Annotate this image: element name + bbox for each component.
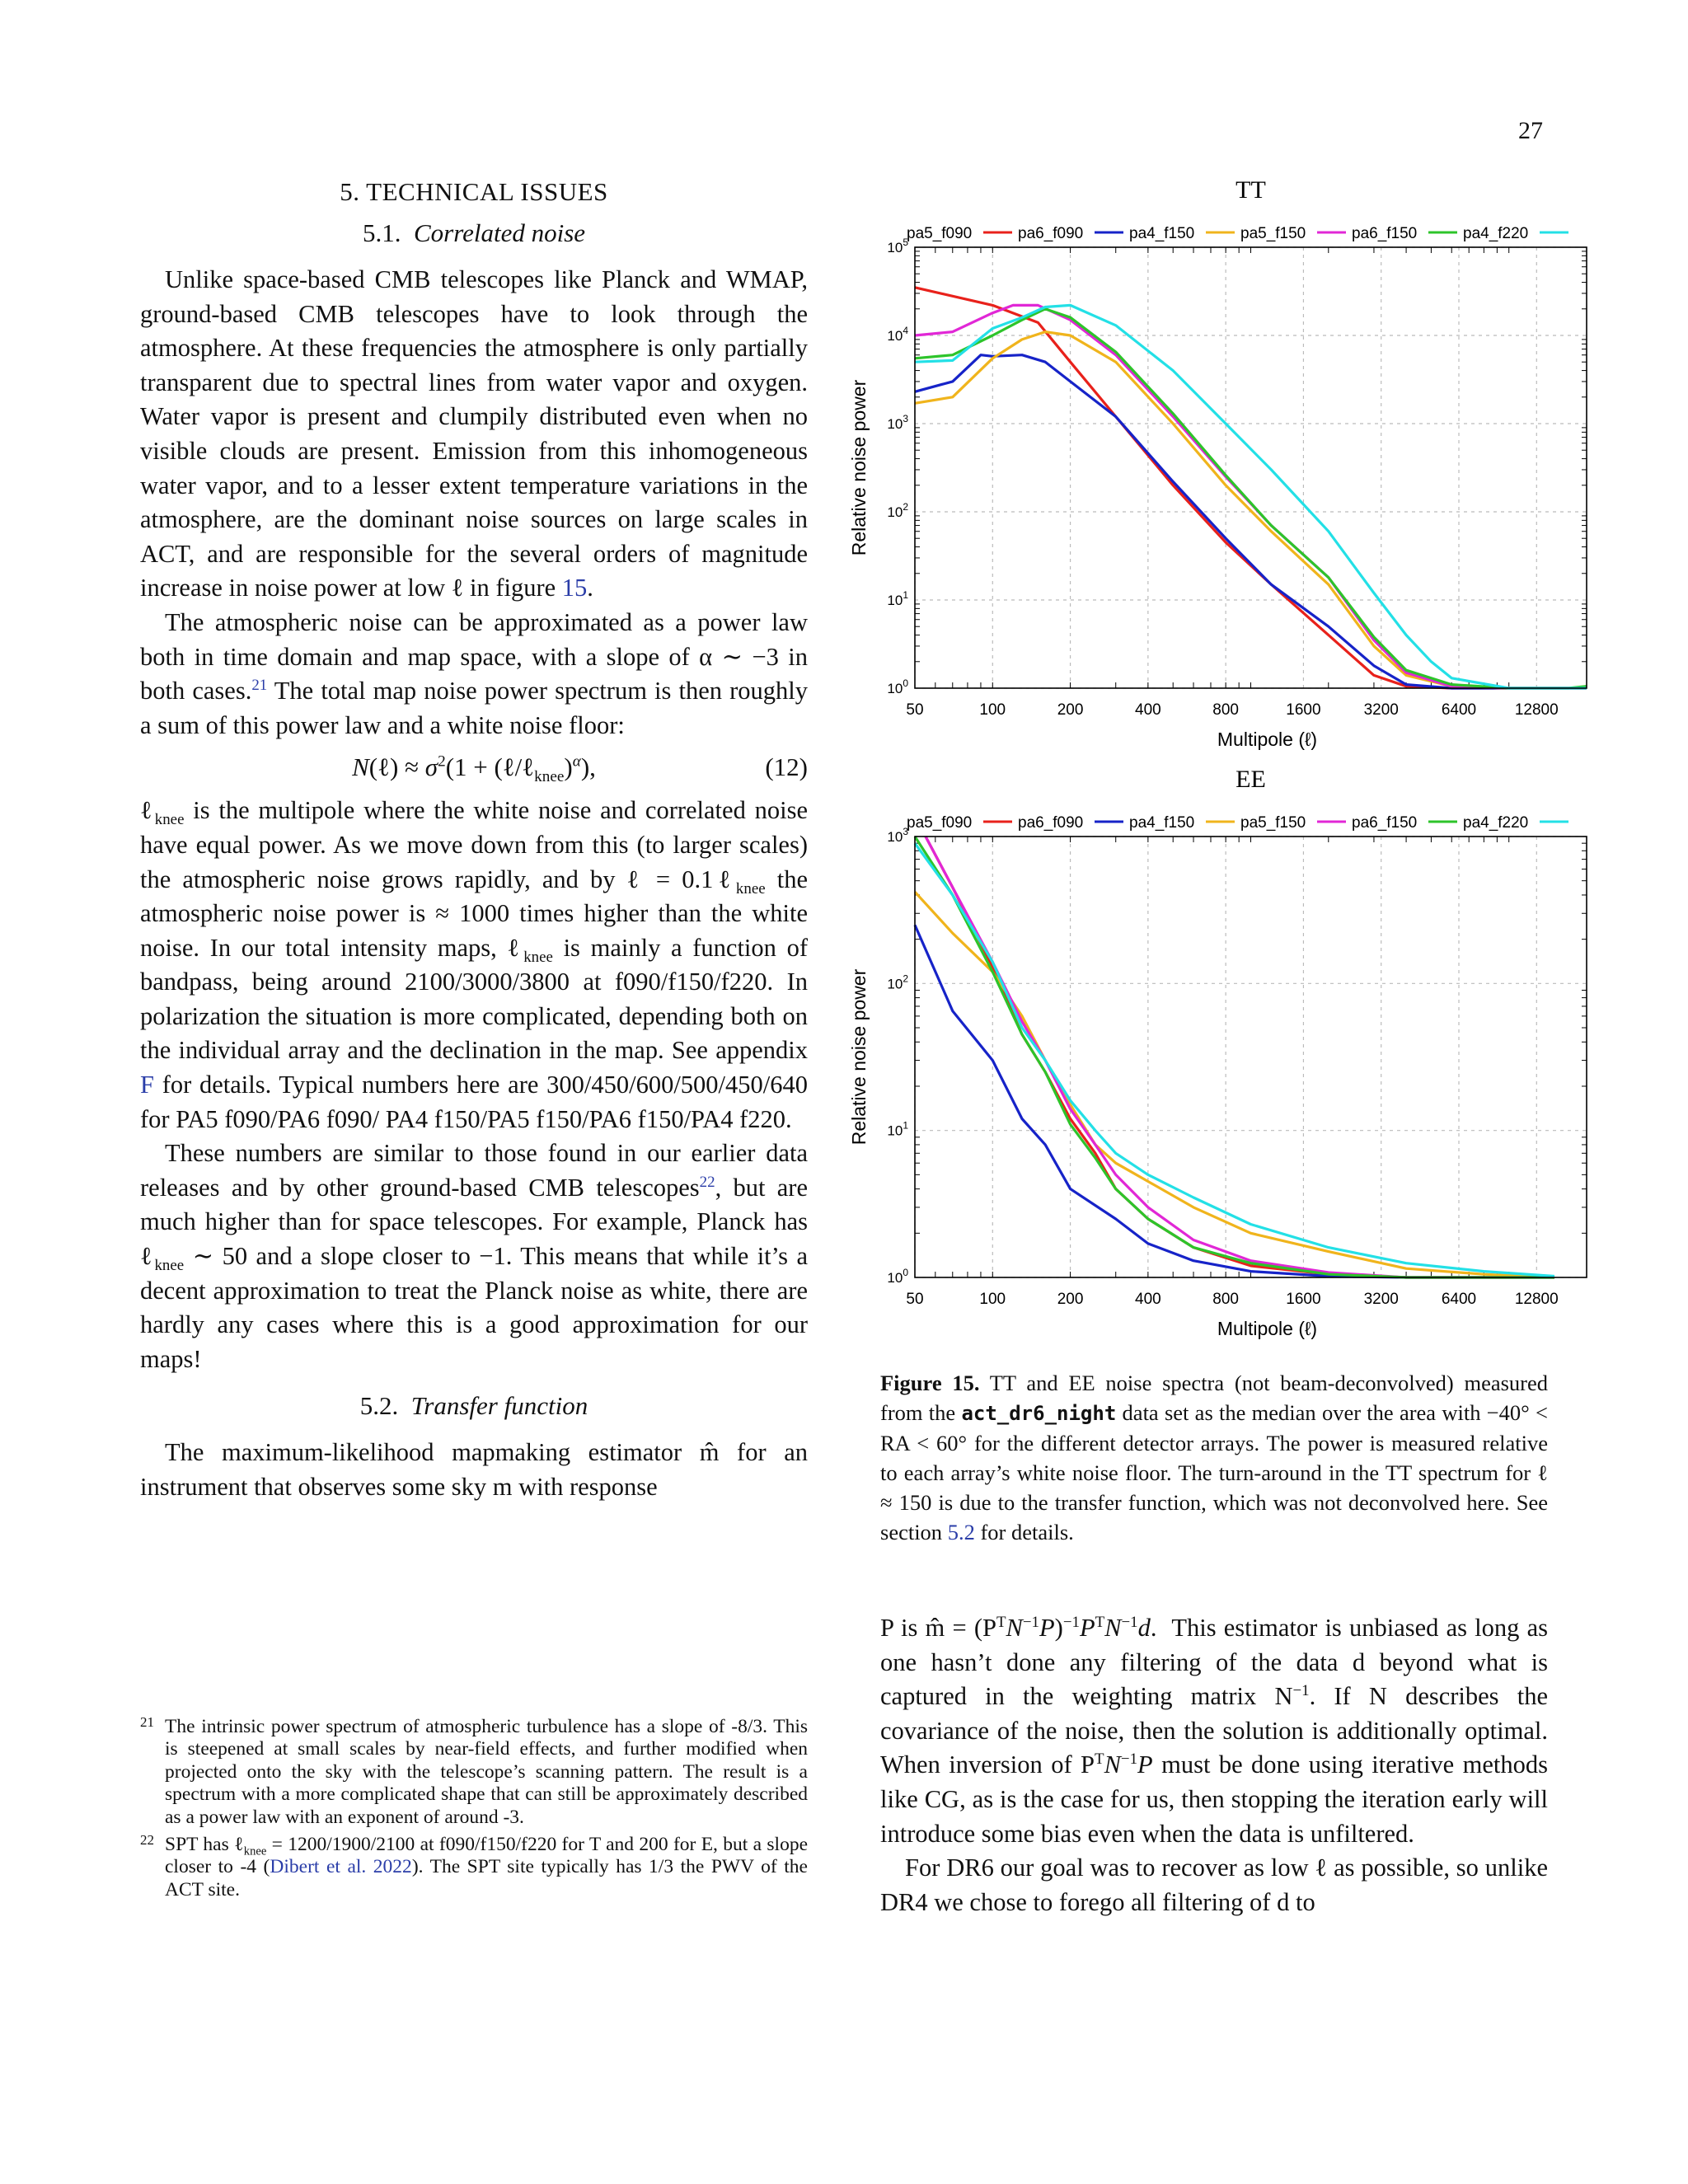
- x-tick-label: 1600: [1286, 701, 1321, 719]
- section-ref-link[interactable]: 5.2: [947, 1520, 975, 1544]
- y-tick-label: $10^3$: [887, 413, 908, 432]
- series-line-pa5_f150: [915, 305, 1587, 688]
- x-tick-label: 50: [906, 1291, 924, 1308]
- footnote-21: 21 The intrinsic power spectrum of atmospheric turbulence has a slope of -8/3. This is steepened at small scales by near-field effects, and further modified when projected onto the sky with the telescope’s scanning pattern. The result is a spectrum with a more complicated shape that can still be approximately described as a power law with an exponent of around -3.: [140, 1714, 808, 1828]
- subsection-title-transfer-function: 5.2. Transfer function: [359, 1391, 588, 1421]
- section-title: 5. TECHNICAL ISSUES: [340, 177, 608, 206]
- paragraph-atmosphere: Unlike space-based CMB telescopes like Planck and WMAP, ground-based CMB telescopes have to look through the atmosphere. At these frequencies the atmosphere is only partially transparent due to spectral lines from water vapor and oxygen. Water vapor is present and clumpily distributed even when no visible clouds are present. Emission from this inhomogeneous water vapor, and to a lesser extent temperature variations in the atmosphere, are the dominant noise sources on large scales in ACT, and are responsible for the several orders of magnitude increase in noise power at low ℓ in figure 15.: [140, 265, 808, 602]
- legend-label: pa6_f150: [1352, 814, 1418, 832]
- ee-noise-chart: [824, 762, 1599, 1339]
- x-tick-label: 400: [1135, 1291, 1161, 1308]
- legend-label: pa6_f090: [1018, 814, 1084, 832]
- page-number: 27: [1518, 117, 1543, 144]
- y-tick-label: $10^0$: [887, 1267, 908, 1286]
- legend-label: pa6_f150: [1352, 225, 1418, 242]
- paragraph-dr6-goal: For DR6 our goal was to recover as low ℓ as possible, so unlike DR4 we chose to forego all filtering of d to: [880, 1854, 1548, 1916]
- figure-caption: Figure 15. TT and EE noise spectra (not beam-deconvolved) measured from the act_dr6_night data set as the median over the area with −40° < RA < 60° for the different detector arrays. The power is measured relative to each array’s white noise floor. The turn-around in the TT spectrum for ℓ ≈ 150 is due to the transfer function, which was not deconvolved here. See section 5.2 for details.: [880, 1371, 1548, 1544]
- x-tick-label: 12800: [1514, 1291, 1559, 1308]
- citation-link[interactable]: Dibert et al. 2022: [270, 1856, 412, 1878]
- paragraph-comparison: These numbers are similar to those found in our earlier data releases and by other ground-based CMB telescopes$^{22}$, but are much higher than for space telescopes. For example, Planck has ℓ$_{knee}$ ∼ 50 and a slope closer to −1. This means that while it’s a decent approximation to treat the Planck noise as white, there are hardly any cases where this is a good approximation for our maps!: [140, 1139, 808, 1373]
- y-tick-label: $10^5$: [887, 237, 908, 255]
- legend-label: pa6_f090: [1018, 225, 1084, 242]
- x-tick-label: 100: [979, 701, 1006, 719]
- paragraph-power-law: The atmospheric noise can be approximated as a power law both in time domain and map space, with a slope of α ∼ −3 in both cases.$^{21}$ The total map noise power spectrum is then roughly a sum of this power law and a white noise floor:: [140, 607, 808, 739]
- y-tick-label: $10^2$: [887, 972, 908, 992]
- legend-label: pa5_f090: [907, 814, 973, 832]
- legend-label: pa5_f090: [907, 225, 973, 242]
- tt-noise-chart: [824, 173, 1599, 750]
- x-tick-label: 800: [1212, 1291, 1239, 1308]
- paragraph-lknee: ℓ$_{knee}$ is the multipole where the white noise and correlated noise have equal power. As we move down from this (to larger scales) the atmospheric noise grows rapidly, and by ℓ = 0.1ℓ$_{knee}$ the atmospheric noise power is ≈ 1000 times higher than the white noise. In our total intensity maps, ℓ$_{knee}$ is mainly a function of bandpass, being around 2100/3000/3800 at f090/f150/f220. In polarization the situation is more complicated, depending both on the individual array and the declination in the map. See appendix F for details. Typical numbers here are 300/450/600/500/450/640 for PA5 f090/PA6 f090/ PA4 f150/PA5 f150/PA6 f150/PA4 f220.: [140, 796, 809, 1133]
- x-tick-label: 200: [1057, 1291, 1084, 1308]
- figure-ref-link[interactable]: 15: [561, 574, 588, 602]
- y-tick-label: $10^1$: [887, 1119, 908, 1139]
- y-tick-label: $10^2$: [887, 501, 908, 520]
- series-line-pa5_f090: [926, 837, 1554, 1277]
- equation-12: N(ℓ) ≈ $\sigma^2(1$ + (ℓ/ℓ$_{knee}$)$^\alpha$), (12): [352, 752, 808, 786]
- series-line-pa4_f220: [915, 305, 1587, 688]
- x-tick-label: 3200: [1363, 1291, 1399, 1308]
- series-line-pa5_f090: [915, 288, 1587, 688]
- subsection-title-correlated-noise: [140, 218, 808, 248]
- x-tick-label: 200: [1057, 701, 1084, 719]
- x-tick-label: 6400: [1441, 701, 1477, 719]
- y-axis-label: Relative noise power: [848, 379, 870, 556]
- plot-frame: [915, 837, 1587, 1277]
- x-tick-label: 6400: [1441, 1291, 1477, 1308]
- y-axis-label: Relative noise power: [848, 968, 870, 1146]
- left-column: [140, 177, 808, 1505]
- footnote-22: 22 SPT has ℓ$_{knee}$ = 1200/1900/2100 at f090/f150/f220 for T and 200 for E, but a slope closer to -4 (Dibert et al. 2022). The SPT site typically has 1/3 the PWV of the ACT site.: [140, 1832, 809, 1900]
- x-tick-label: 100: [979, 1291, 1006, 1308]
- right-column-text: [880, 1611, 1548, 1919]
- x-tick-label: 1600: [1286, 1291, 1321, 1308]
- y-tick-label: $10^0$: [887, 677, 908, 696]
- legend-label: pa5_f150: [1240, 814, 1306, 832]
- paragraph-estimator: P is m̂ = $(P^TN^{-1}P)^{-1}P^TN^{-1}d$. This estimator is unbiased as long as one hasn’t done any filtering of the data d beyond what is captured in the weighting matrix $N^{-1}$. If N describes the covariance of the noise, then the solution is additionally optimal. When inversion of $P^TN^{-1}P$ must be done using iterative methods like CG, as is the case for us, then stopping the iteration early will introduce some bias even when the data is unfiltered.: [880, 1613, 1549, 1848]
- series-line-pa6_f090: [915, 355, 1587, 688]
- chart-title: EE: [1236, 766, 1266, 793]
- x-tick-label: 50: [906, 701, 924, 719]
- x-axis-label: Multipole (ℓ): [1217, 1318, 1318, 1339]
- x-tick-label: 12800: [1514, 701, 1559, 719]
- subsection-number: 5.1.: [362, 218, 401, 247]
- y-tick-label: $10^1$: [887, 589, 908, 608]
- footnote-ref-22[interactable]: 22: [699, 1173, 715, 1191]
- subsection-name: Correlated noise: [413, 218, 586, 247]
- paragraph-mapmaking: The maximum-likelihood mapmaking estimator m̂ for an instrument that observes some sky m with response: [140, 1438, 808, 1501]
- chart-title: TT: [1236, 176, 1266, 204]
- legend-label: pa4_f220: [1463, 225, 1529, 242]
- x-tick-label: 800: [1212, 701, 1239, 719]
- series-line-pa5_f150: [926, 837, 1554, 1277]
- y-tick-label: $10^3$: [887, 826, 908, 845]
- series-line-pa4_f150: [915, 332, 1587, 688]
- legend-label: pa5_f150: [1240, 225, 1306, 242]
- y-tick-label: $10^4$: [887, 325, 908, 344]
- footnotes: [140, 1716, 808, 1906]
- legend-label: pa4_f220: [1463, 814, 1529, 832]
- legend-label: pa4_f150: [1129, 225, 1195, 242]
- equation-number: (12): [765, 752, 808, 782]
- figure-label: Figure 15.: [880, 1371, 980, 1395]
- x-tick-label: 3200: [1363, 701, 1399, 719]
- series-line-pa6_f150: [915, 309, 1587, 688]
- footnote-ref-21[interactable]: 21: [251, 676, 268, 694]
- appendix-ref-link[interactable]: F: [140, 1071, 154, 1099]
- legend-label: pa4_f150: [1129, 814, 1195, 832]
- series-line-pa6_f150: [915, 837, 1554, 1277]
- dataset-name: act_dr6_night: [961, 1402, 1117, 1425]
- x-axis-label: Multipole (ℓ): [1217, 729, 1318, 750]
- x-tick-label: 400: [1135, 701, 1161, 719]
